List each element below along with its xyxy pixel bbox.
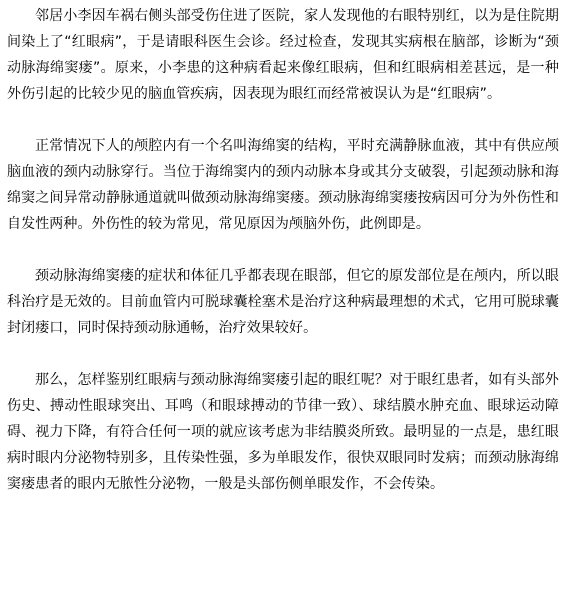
paragraph-gap: [7, 107, 559, 133]
paragraph-2: 正常情况下人的颅腔内有一个名叫海绵窦的结构，平时充满静脉血液，其中有供应颅脑血液的颈内动脉穿行。当位于海绵窦内的颈内动脉本身或其分支破裂，引起颈动脉和海绵窦之间异常动静脉通道就叫做颈动脉海绵窦瘘。颈动脉海绵窦瘘按病因可分为外伤性和自发性两种。外伤性的较为常见，常见原因为颅脑外伤，此例即是。: [7, 138, 559, 232]
paragraph-gap: [7, 237, 559, 263]
paragraph-1: 邻居小李因车祸右侧头部受伤住进了医院，家人发现他的右眼特别红，以为是住院期间染上了“红眼病”，于是请眼科医生会诊。经过检查，发现其实病根在脑部，诊断为“颈动脉海绵窦瘘”。原来，小李患的这种病看起来像红眼病，但和红眼病相差甚远，是一种外伤引起的比较少见的脑血管疾病，因表现为眼红而经常被误认为是“红眼病”。: [7, 8, 559, 102]
paragraph-3: 颈动脉海绵窦瘘的症状和体征几乎都表现在眼部，但它的原发部位是在颅内，所以眼科治疗是无效的。目前血管内可脱球囊栓塞术是治疗这种病最理想的术式，它用可脱球囊封闭瘘口，同时保持颈动脉通畅，治疗效果较好。: [7, 268, 559, 336]
article-body: [7, 3, 559, 497]
paragraph-gap: [7, 341, 559, 367]
paragraph-4: 那么，怎样鉴别红眼病与颈动脉海绵窦瘘引起的眼红呢？对于眼红患者，如有头部外伤史、搏动性眼球突出、耳鸣（和眼球搏动的节律一致）、球结膜水肿充血、眼球运动障碍、视力下降，有符合任何一项的就应该考虑为非结膜炎所致。最明显的一点是，患红眼病时眼内分泌物特别多，且传染性强，多为单眼发作，很快双眼同时发病；而颈动脉海绵窦瘘患者的眼内无脓性分泌物，一般是头部伤侧单眼发作，不会传染。: [7, 372, 559, 492]
